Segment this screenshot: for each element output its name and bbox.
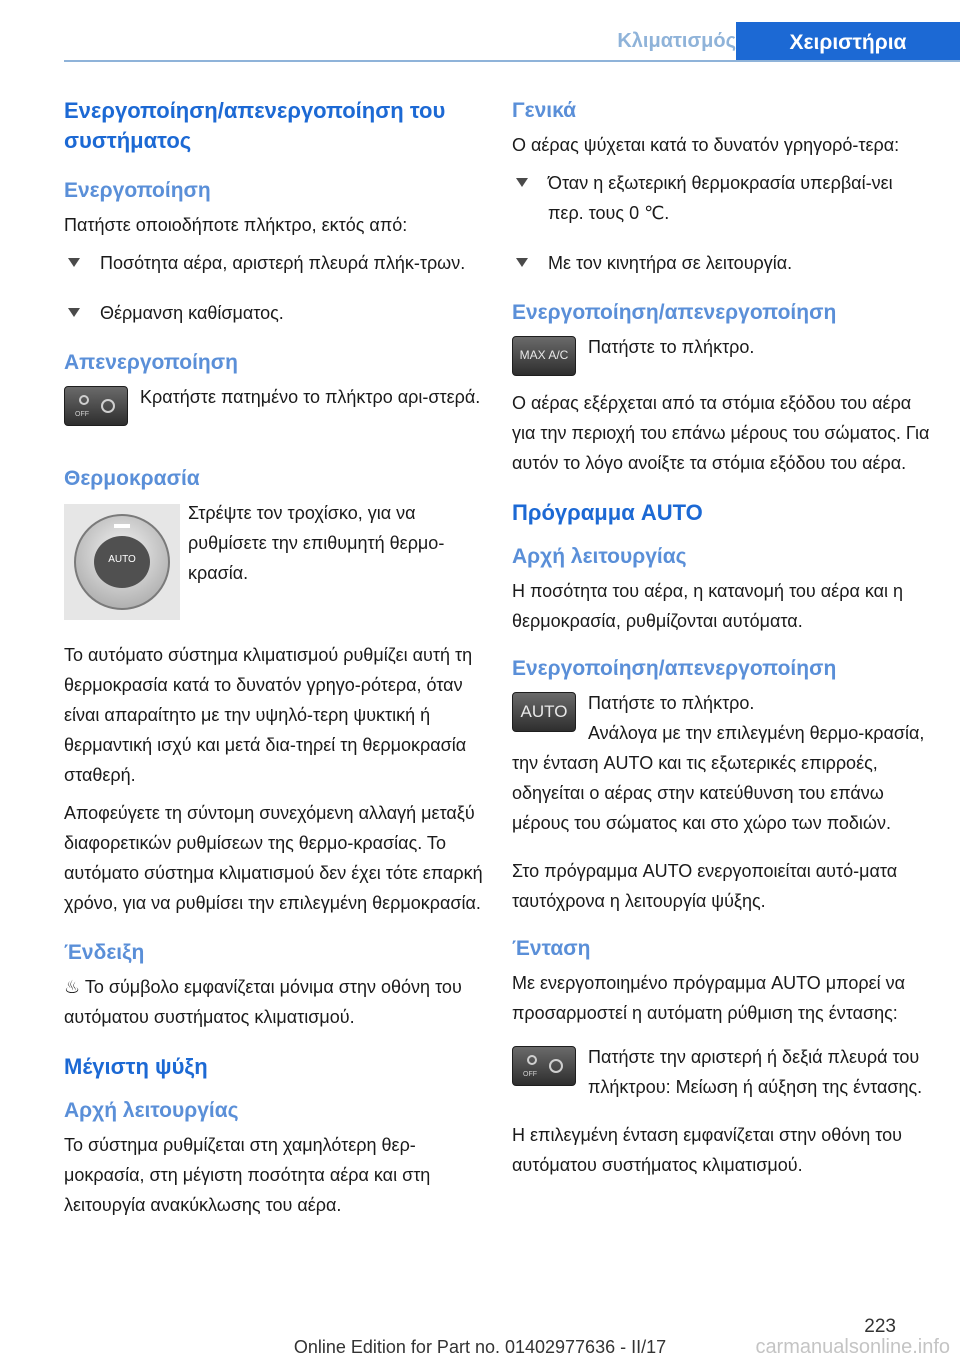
temperature-paragraph-1: Το αυτόματο σύστημα κλιματισμού ρυθμίζει αυτή τη θερμοκρασία κατά το δυνατόν γρηγο-ρότερα, όταν είναι απαραίτητο με την υψηλό-τερη ψυκτική ή θερμαντική ισχύ και μετά δια-τηρεί τη θερμοκρασία σταθερή. — [64, 645, 473, 785]
watermark: carmanualsonline.info — [755, 1336, 950, 1358]
activate-exceptions-list — [64, 248, 484, 328]
intensity-display-text: Η επιλεγμένη ένταση εμφανίζεται στην οθόνη του αυτόματου συστήματος κλιματισμού. — [512, 1125, 902, 1175]
system-onoff-title: Ενεργοποίηση/απενεργοποίηση του συστήματος — [64, 98, 446, 153]
temperature-block — [64, 498, 484, 632]
auto-onoff-heading: Ενεργοποίηση/απενεργοποίηση — [512, 657, 837, 680]
bullet-triangle-icon — [68, 308, 80, 317]
knob-auto-label: AUTO — [108, 554, 136, 565]
max-cooling-title: Μέγιστη ψύξη — [64, 1054, 208, 1079]
maxac-button-label: MAX A/C — [519, 348, 569, 362]
bullet-triangle-icon — [516, 258, 528, 267]
auto-button-image — [512, 692, 576, 732]
intensity-heading: Ένταση — [512, 937, 591, 960]
minus-icon — [114, 524, 130, 528]
maxac-button-image — [512, 336, 576, 376]
intensity-text: Με ενεργοποιημένο πρόγραμμα AUTO μπορεί να προσαρμοστεί η αυτόματη ρύθμιση της έντασης: — [512, 973, 906, 1023]
list-item: Θέρμανση καθίσματος. — [64, 298, 484, 328]
general-heading: Γενικά — [512, 99, 577, 122]
maxac-press-text: Πατήστε το πλήκτρο. — [588, 337, 755, 357]
auto-description: Ανάλογα με την επιλεγμένη θερμο-κρασία, την ένταση AUTO και τις εξωτερικές επιρροές, οδηγείται ο αέρας στην κατεύθυνση του επάνω μέρους του σώματος και στο χώρο των ποδιών. — [512, 723, 925, 833]
header-divider — [64, 60, 960, 62]
auto-principle-text: Η ποσότητα του αέρα, η κατανομή του αέρα και η θερμοκρασία, ρυθμίζονται αυτόματα. — [512, 581, 904, 631]
right-column — [512, 96, 932, 1188]
intensity-block — [512, 1042, 932, 1102]
edition-footer: Online Edition for Part no. 01402977636 - II/17 — [293, 1337, 667, 1357]
bullet-triangle-icon — [516, 178, 528, 187]
principle-heading: Αρχή λειτουργίας — [64, 1099, 239, 1122]
activate-text: Πατήστε οποιοδήποτε πλήκτρο, εκτός από: — [64, 215, 408, 235]
off-label: OFF — [75, 411, 89, 418]
fan-small-icon — [527, 1055, 537, 1065]
auto-principle-heading: Αρχή λειτουργίας — [512, 545, 687, 568]
auto-button-label: AUTO — [520, 702, 568, 721]
indication-text: Το σύμβολο εμφανίζεται μόνιμα στην οθόνη του αυτόματου συστήματος κλιματισμού. — [64, 977, 462, 1027]
knob-center — [94, 536, 150, 588]
heat-symbol-icon: ♨ — [64, 977, 81, 997]
temperature-text: Στρέψτε τον τροχίσκο, για να ρυθμίσετε την επιθυμητή θερμο-κρασία. — [188, 503, 445, 583]
fan-large-icon — [101, 399, 115, 413]
list-item: Με τον κινητήρα σε λειτουργία. — [512, 248, 932, 278]
maxac-onoff-heading: Ενεργοποίηση/απενεργοποίηση — [512, 301, 837, 324]
deactivate-text: Κρατήστε πατημένο το πλήκτρο αρι-στερά. — [140, 387, 481, 407]
general-text: Ο αέρας ψύχεται κατά το δυνατόν γρηγορό-τερα: — [512, 135, 900, 155]
general-conditions-list — [512, 168, 932, 278]
temperature-heading: Θερμοκρασία — [64, 467, 200, 490]
chapter-tab[interactable]: Κλιματισμός — [617, 30, 736, 52]
fan-off-button-image — [64, 386, 128, 426]
principle-text: Το σύστημα ρυθμίζεται στη χαμηλότερη θερ-μοκρασία, στη μέγιστη ποσότητα αέρα και στη λειτουργία ανακύκλωσης του αέρα. — [64, 1135, 431, 1215]
list-item: Ποσότητα αέρα, αριστερή πλευρά πλήκ-τρων. — [64, 248, 484, 278]
activate-heading: Ενεργοποίηση — [64, 179, 211, 202]
left-column — [64, 96, 484, 1228]
list-item: Όταν η εξωτερική θερμοκρασία υπερβαί-νει περ. τους 0 ℃. — [512, 168, 932, 228]
auto-block — [512, 688, 932, 721]
auto-cooling-text: Στο πρόγραμμα AUTO ενεργοποιείται αυτό-ματα ταυτόχρονα η λειτουργία ψύξης. — [512, 861, 898, 911]
off-label: OFF — [523, 1071, 537, 1078]
page-header — [64, 22, 960, 62]
auto-press-text: Πατήστε το πλήκτρο. — [588, 693, 755, 713]
spacer — [512, 1102, 932, 1112]
intensity-press-text: Πατήστε την αριστερή ή δεξιά πλευρά του πλήκτρου: Μείωση ή αύξηση της έντασης. — [588, 1047, 923, 1097]
fan-large-icon — [549, 1059, 563, 1073]
deactivate-heading: Απενεργοποίηση — [64, 351, 238, 374]
auto-program-title: Πρόγραμμα AUTO — [512, 500, 703, 525]
section-tab[interactable]: Χειριστήρια — [736, 22, 960, 62]
intensity-button-image — [512, 1046, 576, 1086]
indication-heading: Ένδειξη — [64, 941, 145, 964]
bullet-triangle-icon — [68, 258, 80, 267]
temperature-knob-image — [64, 504, 180, 620]
indication-paragraph — [64, 972, 484, 1032]
maxac-description: Ο αέρας εξέρχεται από τα στόμια εξόδου του αέρα για την περιοχή του επάνω μέρους του σώματος. Για αυτόν το λόγο ανοίξτε τα στόμια εξόδου του αέρα. — [512, 393, 930, 473]
maxac-block — [512, 332, 932, 382]
fan-small-icon — [79, 395, 89, 405]
page-number: 223 — [864, 1316, 896, 1337]
deactivate-block — [64, 382, 484, 456]
temperature-paragraph-2: Αποφεύγετε τη σύντομη συνεχόμενη αλλαγή μεταξύ διαφορετικών ρυθμίσεων της θερμο-κρασίας. Το αυτόματο σύστημα κλιματισμού δεν έχει τότε επαρκή χρόνο, για να ρυθμίσει την επιλεγμένη θερμοκρασία. — [64, 803, 483, 913]
